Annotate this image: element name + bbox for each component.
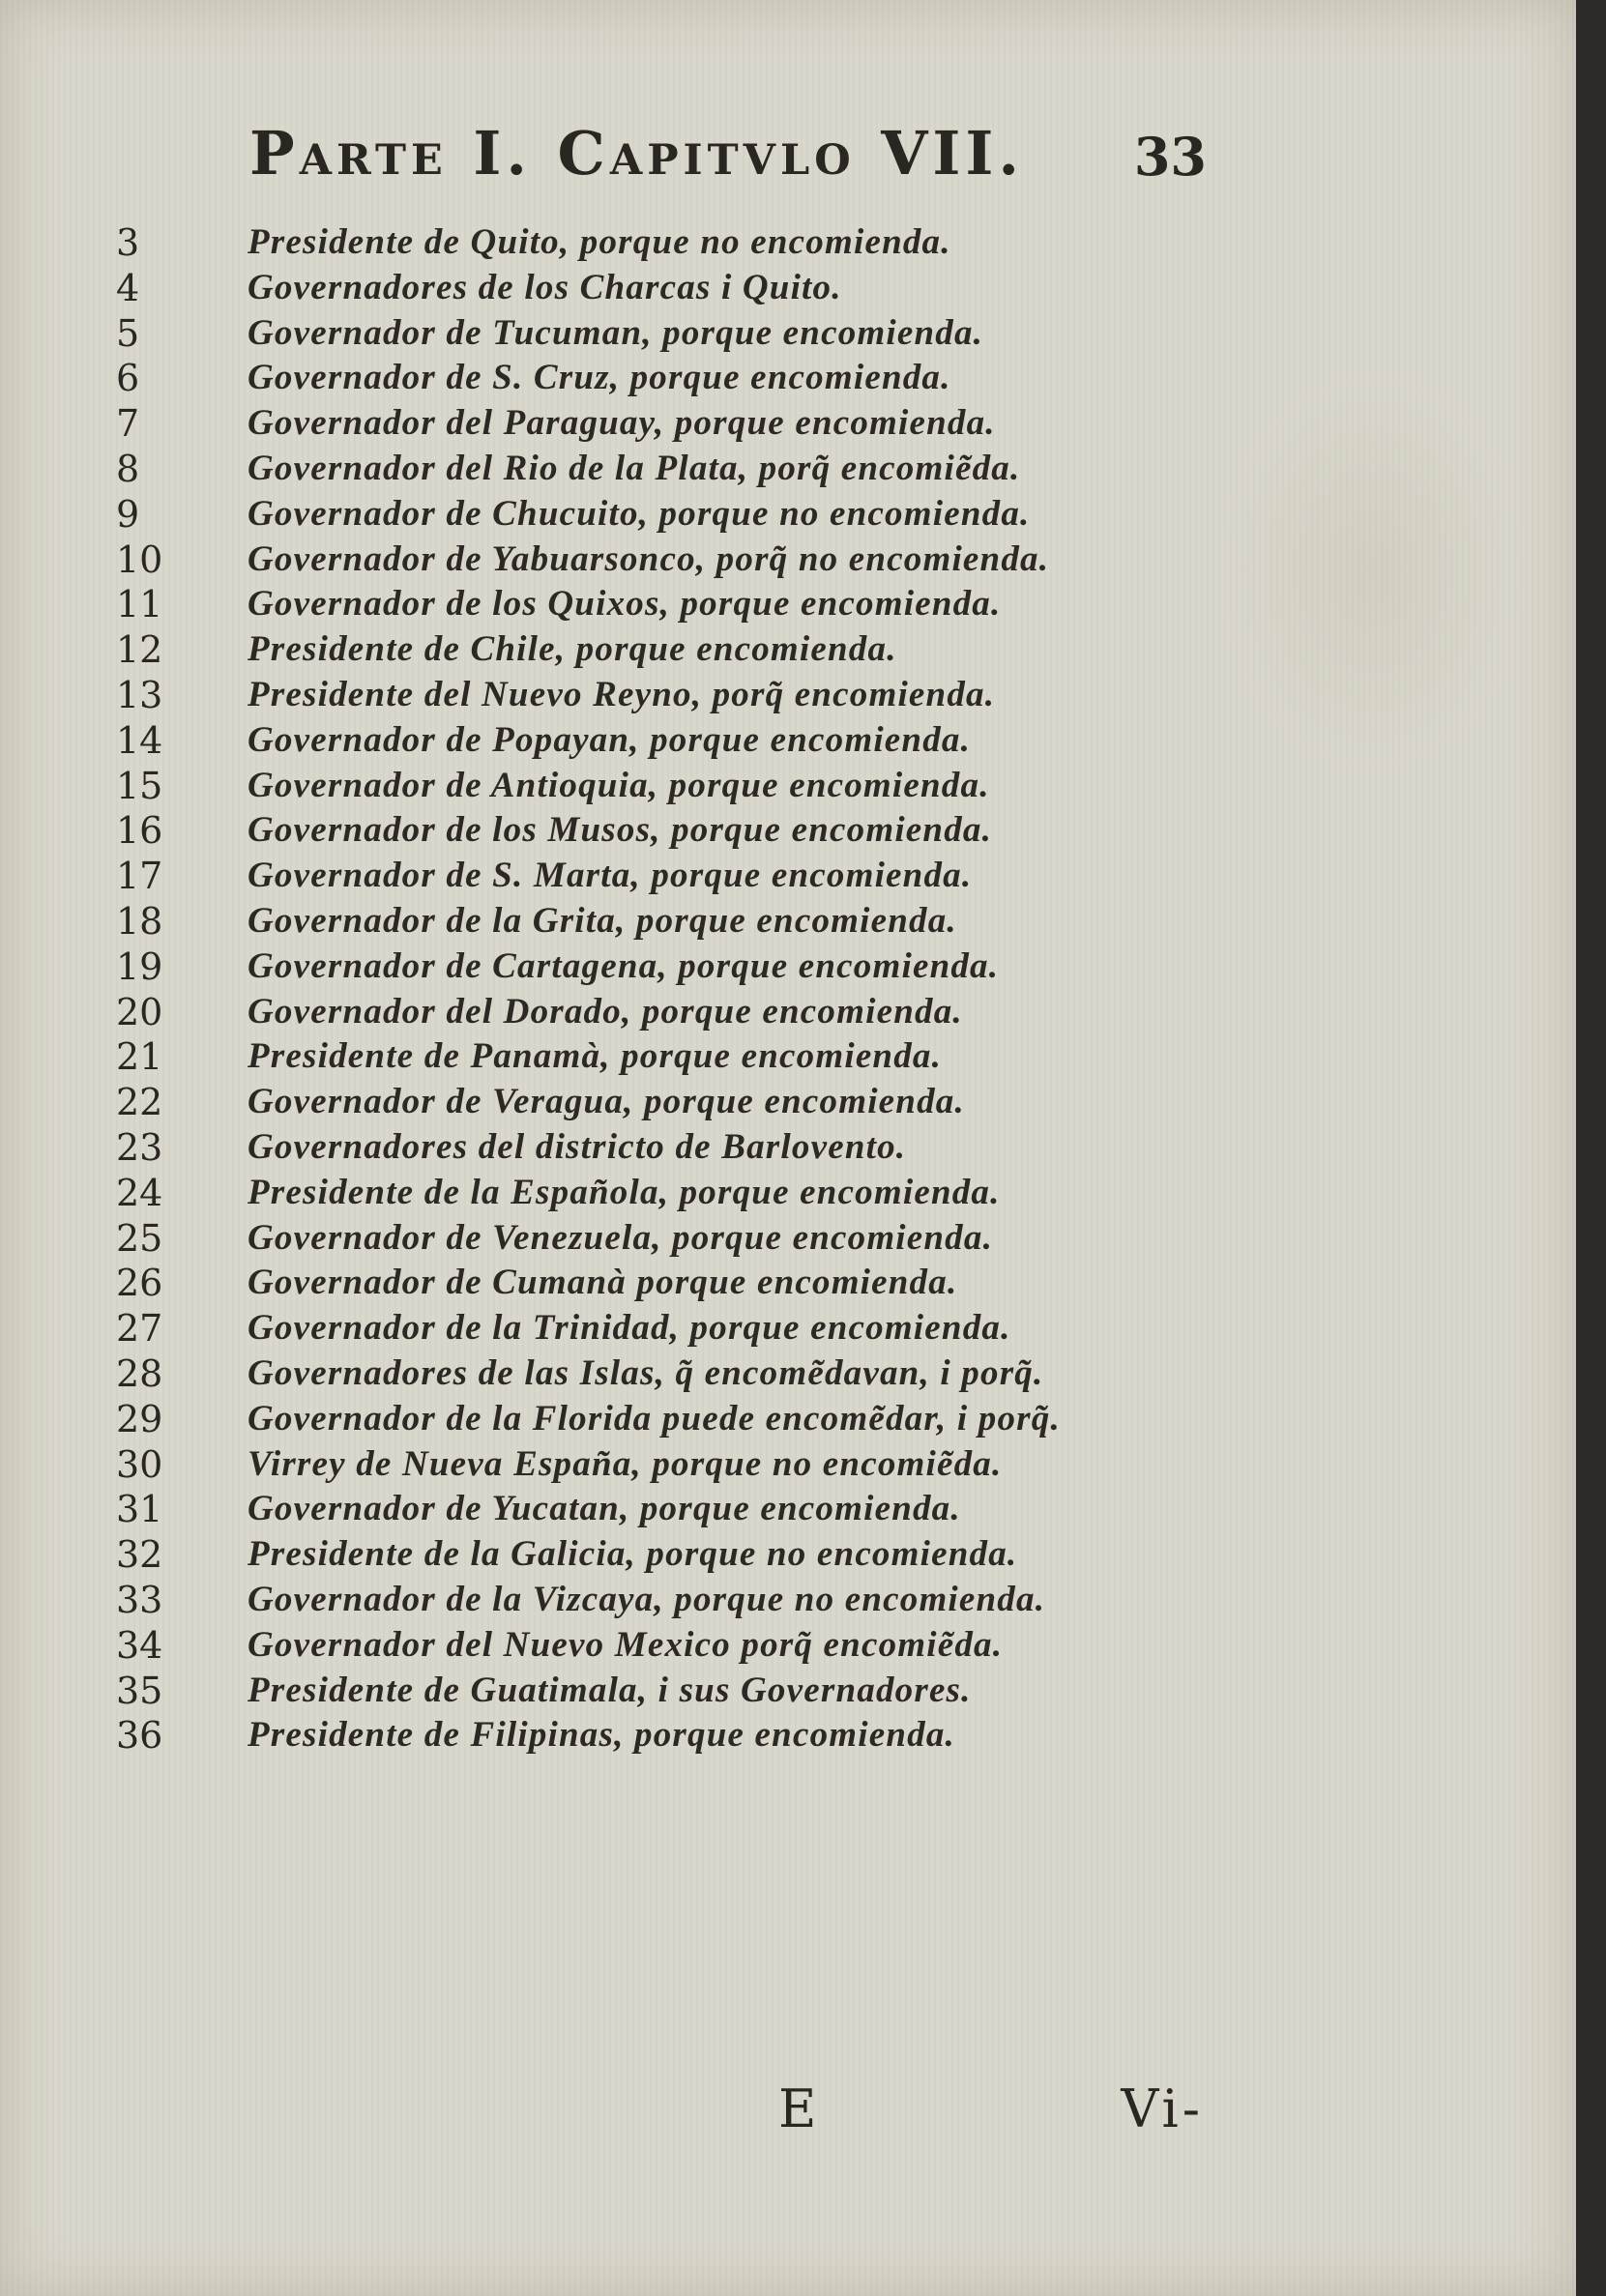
entry-number: 9 — [116, 492, 140, 536]
list-item — [116, 1034, 1228, 1080]
entry-number: 27 — [116, 1307, 163, 1351]
list-item — [116, 673, 1228, 718]
entry-number: 3 — [116, 221, 140, 264]
entry-number: 8 — [116, 447, 140, 490]
entry-text: Governador del Rio de la Plata, porq̃ encomiẽda. — [248, 448, 1021, 488]
entry-number: 18 — [116, 899, 163, 943]
entry-text: Presidente de la Galicia, porque no encomienda. — [248, 1534, 1018, 1575]
list-item — [116, 1306, 1228, 1351]
list-item — [116, 447, 1228, 492]
entry-text: Governador de Veragua, porque encomienda. — [248, 1082, 965, 1122]
entry-number: 30 — [116, 1442, 163, 1486]
entry-text: Governador de Chucuito, porque no encomienda. — [248, 493, 1031, 534]
entry-text: Governadores de los Charcas i Quito. — [248, 267, 842, 307]
entry-number: 24 — [116, 1171, 163, 1214]
running-title: Parte I. Capitvlo VII. — [249, 118, 1024, 189]
list-item — [116, 990, 1228, 1035]
entry-text: Governador de Antioquia, porque encomienda. — [248, 765, 990, 805]
scan-background-edge — [1576, 0, 1606, 2296]
list-item — [116, 1080, 1228, 1125]
list-item — [116, 1351, 1228, 1397]
entry-text: Governador de Yabuarsonco, porq̃ no encomienda. — [248, 538, 1050, 579]
entry-number: 15 — [116, 764, 163, 807]
entry-text: Governador de la Trinidad, porque encomienda. — [248, 1308, 1011, 1349]
list-item — [116, 808, 1228, 854]
list-item — [116, 1532, 1228, 1578]
list-item — [116, 1669, 1228, 1714]
entry-text: Governador de los Quixos, porque encomienda. — [248, 584, 1002, 625]
list-item — [116, 854, 1228, 899]
entry-number: 13 — [116, 673, 163, 716]
paper-stain — [1218, 367, 1528, 773]
entry-number: 12 — [116, 628, 163, 672]
entry-list — [116, 220, 1228, 1758]
entry-text: Governador de la Grita, porque encomienda. — [248, 900, 957, 941]
list-item — [116, 266, 1228, 311]
entry-number: 11 — [116, 583, 163, 626]
entry-text: Presidente de Chile, porque encomienda. — [248, 629, 897, 670]
list-item — [116, 945, 1228, 990]
page-footer — [778, 2078, 1204, 2146]
list-item — [116, 764, 1228, 809]
entry-text: Presidente de Panamà, porque encomienda. — [248, 1036, 943, 1077]
entry-text: Presidente de Quito, porque no encomienda. — [248, 222, 951, 262]
entry-number: 4 — [116, 266, 140, 309]
entry-text: Governadores del districto de Barlovento. — [248, 1126, 907, 1167]
entry-text: Presidente del Nuevo Reyno, porq̃ encomienda. — [248, 674, 996, 714]
list-item — [116, 1125, 1228, 1171]
entry-number: 31 — [116, 1488, 163, 1531]
list-item — [116, 899, 1228, 945]
list-item — [116, 582, 1228, 627]
entry-text: Governador del Dorado, porque encomienda. — [248, 991, 963, 1032]
list-item — [116, 1487, 1228, 1532]
list-item — [116, 311, 1228, 357]
page-number: 33 — [1133, 126, 1207, 188]
entry-number: 33 — [116, 1578, 163, 1621]
entry-text: Governador de Cartagena, porque encomienda. — [248, 945, 1000, 986]
entry-text: Presidente de la Española, porque encomienda. — [248, 1172, 1001, 1212]
entry-text: Governador de los Musos, porque encomienda. — [248, 810, 993, 851]
entry-text: Governador de la Vizcaya, porque no encomienda. — [248, 1579, 1046, 1619]
entry-number: 21 — [116, 1035, 163, 1079]
entry-number: 20 — [116, 990, 163, 1033]
entry-number: 26 — [116, 1262, 163, 1305]
entry-number: 7 — [116, 402, 140, 446]
entry-text: Governador de la Florida puede encomẽdar, i porq̃. — [248, 1398, 1061, 1439]
list-item — [116, 1442, 1228, 1488]
entry-number: 14 — [116, 718, 163, 762]
entry-text: Governador de Popayan, porque encomienda. — [248, 719, 972, 760]
list-item — [116, 538, 1228, 583]
entry-number: 17 — [116, 855, 163, 898]
list-item — [116, 1623, 1228, 1669]
entry-number: 28 — [116, 1351, 163, 1395]
entry-number: 35 — [116, 1669, 163, 1712]
list-item — [116, 220, 1228, 266]
entry-text: Governador de Cumanà porque encomienda. — [248, 1263, 958, 1303]
entry-number: 34 — [116, 1623, 163, 1667]
catchword: Vi- — [1121, 2078, 1204, 2139]
entry-number: 6 — [116, 357, 140, 400]
entry-number: 19 — [116, 945, 163, 988]
list-item — [116, 1578, 1228, 1623]
list-item — [116, 492, 1228, 538]
page-header — [249, 118, 1207, 195]
entry-text: Governador de Venezuela, porque encomienda. — [248, 1217, 994, 1258]
entry-number: 10 — [116, 538, 163, 581]
entry-text: Virrey de Nueva España, porque no encomiẽda. — [248, 1443, 1003, 1484]
entry-number: 16 — [116, 809, 163, 853]
entry-number: 23 — [116, 1125, 163, 1169]
list-item — [116, 1713, 1228, 1758]
entry-number: 5 — [116, 311, 140, 355]
entry-text: Governadores de las Islas, q̃ encomẽdavan, i porq̃. — [248, 1352, 1044, 1393]
entry-text: Governador del Nuevo Mexico porq̃ encomiẽda. — [248, 1624, 1004, 1665]
entry-text: Governador de S. Cruz, porque encomienda. — [248, 358, 951, 398]
list-item — [116, 401, 1228, 447]
list-item — [116, 1261, 1228, 1306]
entry-text: Governador de Yucatan, porque encomienda. — [248, 1489, 961, 1529]
list-item — [116, 1171, 1228, 1216]
entry-number: 32 — [116, 1533, 163, 1577]
entry-text: Presidente de Filipinas, porque encomienda. — [248, 1715, 955, 1756]
list-item — [116, 627, 1228, 673]
list-item — [116, 356, 1228, 401]
entry-number: 29 — [116, 1397, 163, 1440]
entry-text: Governador del Paraguay, porque encomienda. — [248, 403, 996, 444]
entry-number: 36 — [116, 1714, 163, 1758]
entry-text: Presidente de Guatimala, i sus Governadores. — [248, 1670, 972, 1710]
signature-mark: E — [778, 2078, 817, 2139]
list-item — [116, 1397, 1228, 1442]
entry-number: 22 — [116, 1081, 163, 1124]
entry-text: Governador de S. Marta, porque encomienda. — [248, 856, 973, 896]
list-item — [116, 1216, 1228, 1262]
list-item — [116, 718, 1228, 764]
entry-number: 25 — [116, 1216, 163, 1260]
entry-text: Governador de Tucuman, porque encomienda. — [248, 312, 984, 353]
